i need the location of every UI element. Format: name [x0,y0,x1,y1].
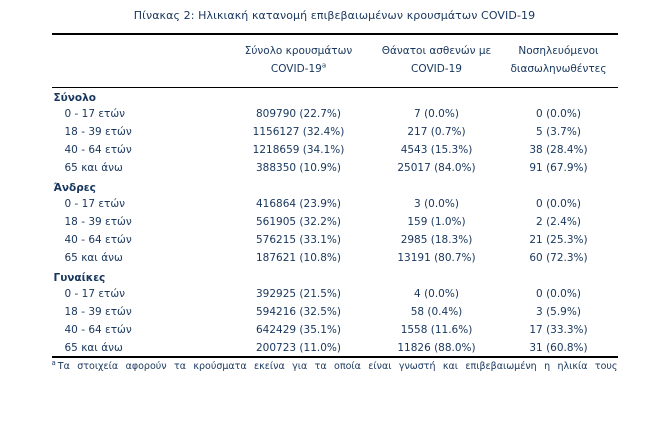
header-blank-cell [52,34,224,87]
header-intubated-line1: Νοσηλευόμενοι [518,45,599,57]
deaths-value: 25017 (84.0%) [397,162,476,175]
table-row [52,231,618,249]
cases-value: 200723 (11.0%) [256,341,341,354]
section-label: Σύνολο [53,92,96,104]
age-group-label: 40 - 64 ετών [64,324,132,337]
cases-value: 1156127 (32.4%) [252,126,345,139]
age-group-label: 65 και άνω [64,252,123,265]
table-container [52,33,618,374]
deaths-value: 2985 (18.3%) [400,234,473,247]
table-row [52,195,618,213]
deaths-value: 58 (0.4%) [410,306,463,319]
intubated-value: 91 (67.9%) [529,162,588,175]
intubated-value: 3 (5.9%) [536,306,581,319]
age-group-label: 65 και άνω [64,341,123,354]
header-deaths [374,34,500,87]
age-group-label: 0 - 17 ετών [64,108,125,121]
cases-value: 388350 (10.9%) [256,162,341,175]
footnote-marker: a [51,359,56,368]
intubated-value: 38 (28.4%) [529,144,588,157]
header-intubated [500,34,618,87]
header-total-cases-line1: Σύνολο κρουσμάτων [244,45,353,57]
table-row [52,213,618,231]
intubated-value: 5 (3.7%) [536,126,581,139]
cases-value: 187621 (10.8%) [256,252,341,265]
covid-age-distribution-table [52,33,618,358]
header-intubated-line2: διασωληνωθέντες [510,63,607,76]
deaths-value: 4 (0.0%) [414,288,459,301]
intubated-value: 0 (0.0%) [536,108,581,121]
intubated-value: 0 (0.0%) [536,198,581,211]
intubated-value: 0 (0.0%) [536,288,581,301]
section-label: Γυναίκες [53,271,106,284]
cases-value: 576215 (33.1%) [256,234,341,247]
intubated-value: 2 (2.4%) [536,216,581,229]
header-deaths-line1: Θάνατοι ασθενών με [381,45,492,57]
intubated-value: 21 (25.3%) [529,234,588,247]
deaths-value: 159 (1.0%) [407,216,466,229]
table-row [52,159,618,177]
table-row [52,105,618,123]
header-total-cases-line2: COVID-19$^a$ [270,61,327,76]
age-group-label: 40 - 64 ετών [64,144,132,157]
header-row [52,34,618,87]
table-footnote [52,361,618,373]
table-row [52,303,618,321]
deaths-value: 3 (0.0%) [414,198,459,211]
cases-value: 809790 (22.7%) [256,108,341,121]
section-header-women [52,267,618,285]
deaths-value: 217 (0.7%) [407,126,466,139]
cases-value: 642429 (35.1%) [256,324,341,337]
age-group-label: 18 - 39 ετών [64,126,132,139]
header-deaths-line2: COVID-19 [411,63,462,76]
cases-value: 416864 (23.9%) [256,198,341,211]
age-group-label: 65 και άνω [64,162,123,175]
intubated-value: 31 (60.8%) [529,341,588,354]
intubated-value: 17 (33.3%) [529,324,588,337]
age-group-label: 40 - 64 ετών [64,234,132,247]
table-title: Πίνακας 2: Ηλικιακή κατανομή επιβεβαιωμένων κρουσμάτων COVID-19 [133,9,536,22]
deaths-value: 11826 (88.0%) [397,341,476,354]
age-group-label: 0 - 17 ετών [64,288,125,301]
deaths-value: 4543 (15.3%) [400,144,473,157]
deaths-value: 7 (0.0%) [414,108,459,121]
table-row [52,249,618,267]
table-row [52,285,618,303]
age-group-label: 18 - 39 ετών [64,216,132,229]
table-row [52,339,618,357]
section-header-total [52,87,618,105]
cases-value: 594216 (32.5%) [256,306,341,319]
section-label: Άνδρες [53,181,96,194]
table-row [52,321,618,339]
table-row [52,141,618,159]
deaths-value: 1558 (11.6%) [400,324,473,337]
age-group-label: 18 - 39 ετών [64,306,132,319]
footnote-text: Τα στοιχεία αφορούν τα κρούσματα εκείνα για τα οποία είναι γνωστή και επιβεβαιωμένη η ηλικία τους [57,361,618,373]
header-total-cases [224,34,374,87]
section-header-men [52,177,618,195]
cases-value: 561905 (32.2%) [256,216,341,229]
age-group-label: 0 - 17 ετών [64,198,125,211]
table-row [52,123,618,141]
cases-value: 1218659 (34.1%) [252,144,345,157]
deaths-value: 13191 (80.7%) [397,252,476,265]
intubated-value: 60 (72.3%) [529,252,588,265]
footnote-marker-ref: a [321,61,327,70]
cases-value: 392925 (21.5%) [256,288,341,301]
